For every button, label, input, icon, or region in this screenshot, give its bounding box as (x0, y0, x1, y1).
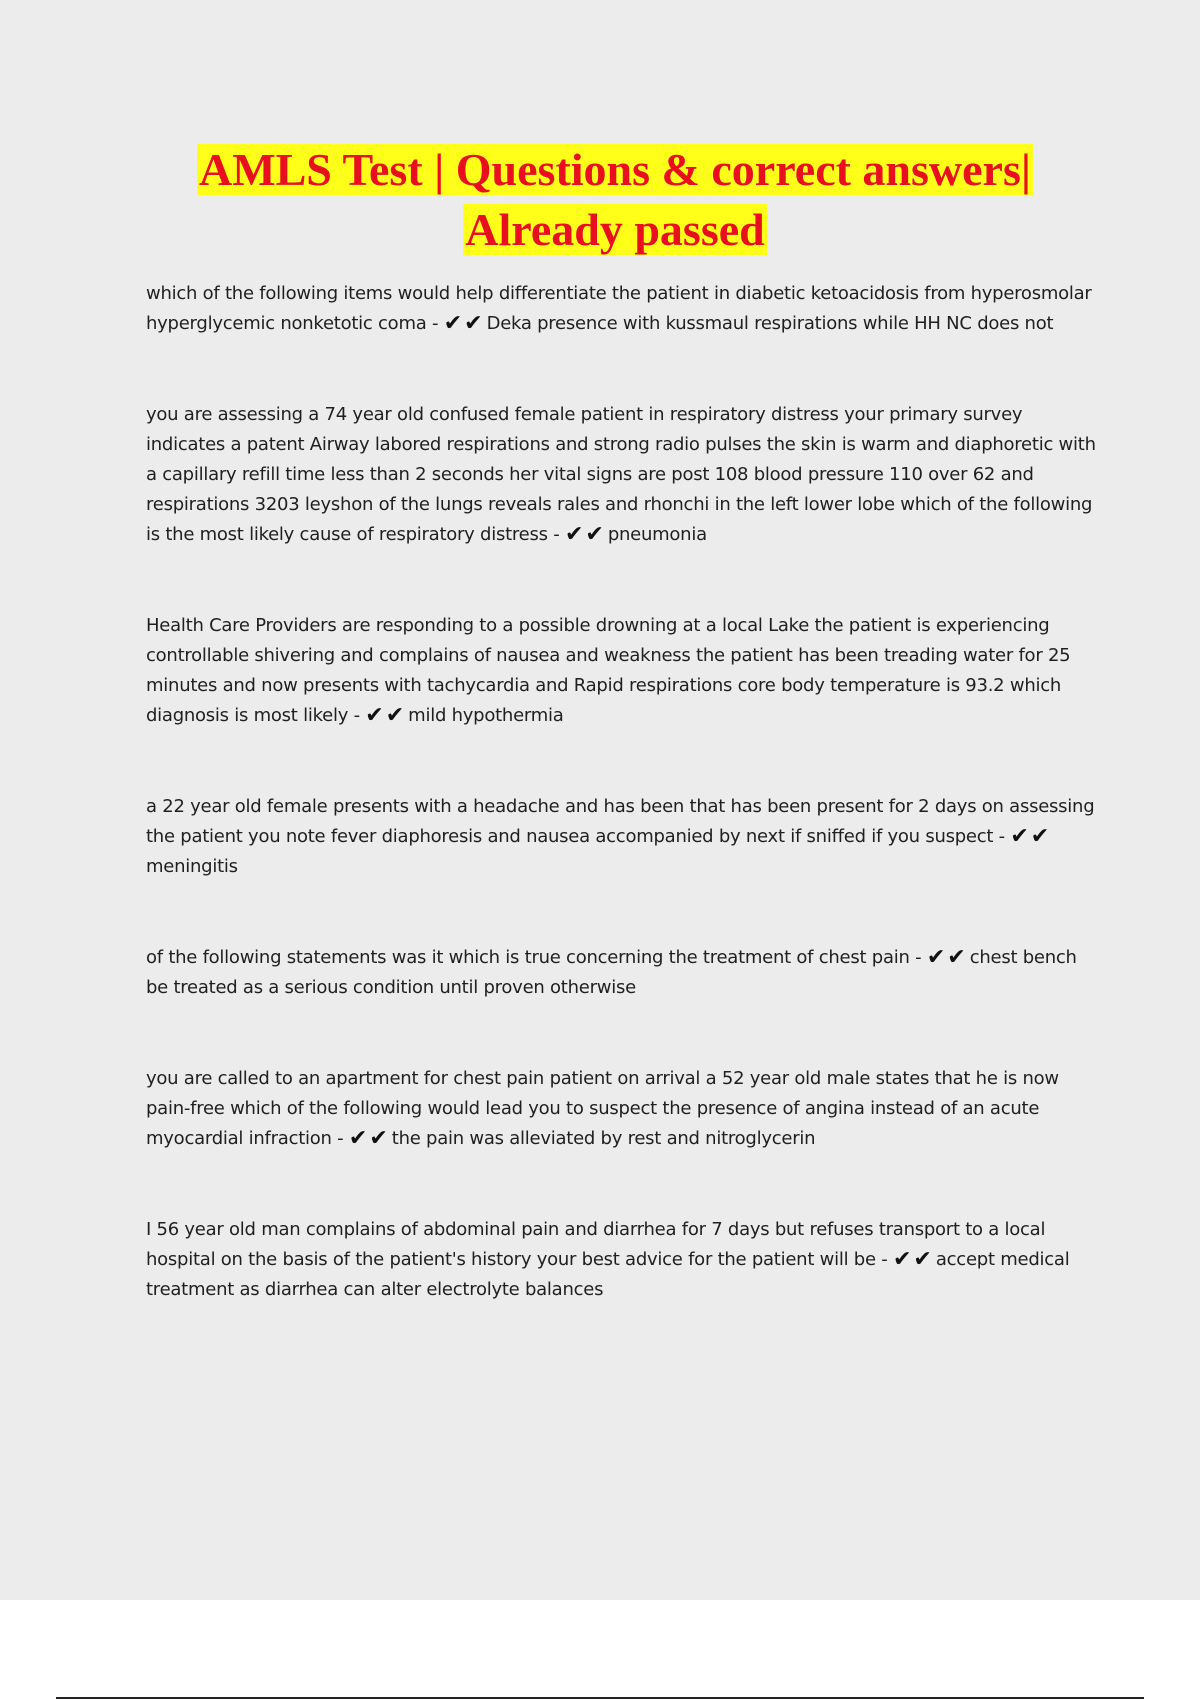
answer-text: chest bench be treated as a serious condition until proven otherwise (146, 947, 1077, 998)
check-mark-icon: ✔✔ (926, 945, 968, 970)
question-text: I 56 year old man complains of abdominal pain and diarrhea for 7 days but refuses transport to a local hospital on the basis of the patient's history your best advice for the patient will be - (146, 1219, 1046, 1270)
page-divider (56, 1697, 1144, 1699)
qa-item-3 (146, 611, 1096, 731)
question-text: a 22 year old female presents with a headache and has been that has been present for 2 days on assessing the patient you note fever diaphoresis and nausea accompanied by next if sniffed if you suspect - (146, 796, 1095, 847)
qa-item-2 (146, 400, 1096, 550)
check-mark-icon: ✔✔ (443, 311, 485, 336)
question-text: which of the following items would help differentiate the patient in diabetic ketoacidosis from hyperosmolar hyperglycemic nonketotic coma - (146, 283, 1092, 334)
qa-item-4 (146, 792, 1096, 882)
answer-text: Deka presence with kussmaul respirations while HH NC does not (486, 313, 1054, 334)
answer-text: the pain was alleviated by rest and nitroglycerin (391, 1128, 816, 1149)
question-text: you are assessing a 74 year old confused female patient in respiratory distress your primary survey indicates a patent Airway labored respirations and strong radio pulses the skin is warm and diaphoretic with a capillary refill time less than 2 seconds her vital signs are post 108 blood pressure 110 over 62 and respirations 3203 leyshon of the lungs reveals rales and rhonchi in the left lower lobe which of the following is the most likely cause of respiratory distress - (146, 404, 1096, 545)
check-mark-icon: ✔✔ (564, 522, 606, 547)
check-mark-icon: ✔✔ (1010, 824, 1052, 849)
question-text: of the following statements was it which is true concerning the treatment of chest pain - (146, 947, 927, 968)
answer-text: mild hypothermia (408, 705, 564, 726)
answer-text: meningitis (146, 856, 238, 877)
document-title (100, 140, 1130, 260)
qa-item-6 (146, 1064, 1096, 1154)
check-mark-icon: ✔✔ (365, 703, 407, 728)
question-text: you are called to an apartment for chest pain patient on arrival a 52 year old male states that he is now pain-free which of the following would lead you to suspect the presence of angina instead of an acute myocardial infraction - (146, 1068, 1059, 1149)
title-line-1: AMLS Test | Questions & correct answers| (198, 144, 1032, 195)
answer-text: accept medical treatment as diarrhea can alter electrolyte balances (146, 1249, 1070, 1300)
answer-text: pneumonia (607, 524, 707, 545)
qa-list (146, 279, 1096, 1305)
check-mark-icon: ✔✔ (348, 1126, 390, 1151)
question-text: Health Care Providers are responding to a possible drowning at a local Lake the patient is experiencing controllable shivering and complains of nausea and weakness the patient has been treading water for 25 minutes and now presents with tachycardia and Rapid respirations core body temperature is 93.2 which diagnosis is most likely - (146, 615, 1071, 726)
check-mark-icon: ✔✔ (893, 1247, 934, 1272)
qa-item-7 (146, 1215, 1096, 1305)
qa-item-5 (146, 943, 1096, 1003)
title-line-2: Already passed (465, 204, 765, 255)
qa-item-1 (146, 279, 1096, 339)
